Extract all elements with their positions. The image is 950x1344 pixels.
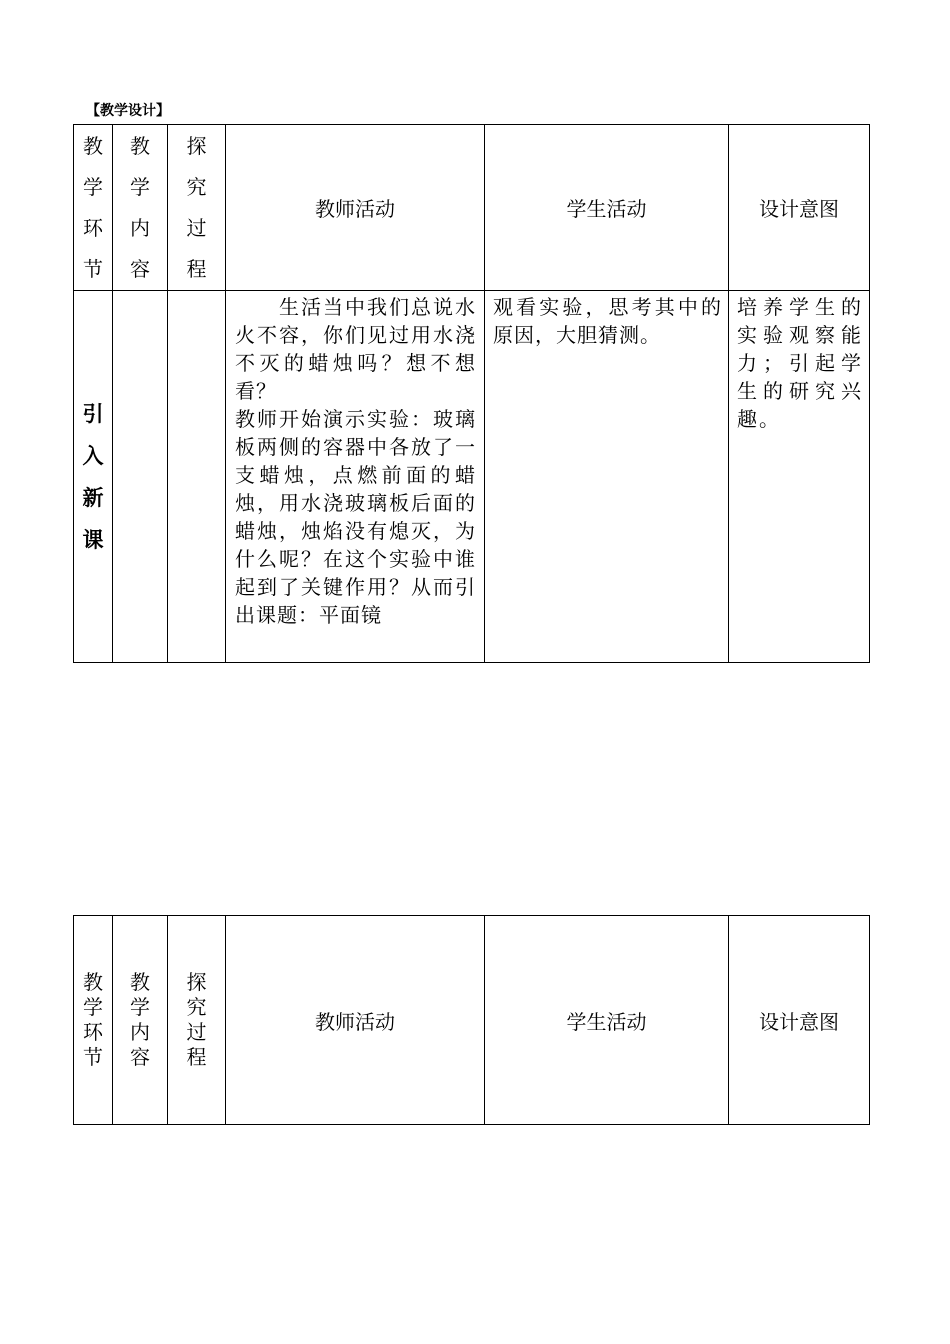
lesson-design-table-continued (73, 915, 870, 1125)
header-cell-teacher (226, 916, 485, 1125)
teacher-activity-cell (226, 291, 485, 663)
section-title: 【教学设计】 (86, 103, 170, 119)
header-cell-content (113, 125, 168, 291)
header-stage: 教学环节 (83, 970, 103, 1069)
header-process: 探究过程 (186, 133, 207, 281)
header-cell-process (168, 125, 226, 291)
header-design-intent: 设计意图 (759, 1009, 839, 1034)
lesson-design-table (73, 124, 870, 663)
header-cell-content (113, 916, 168, 1125)
header-design-intent: 设计意图 (759, 197, 839, 221)
header-cell-stage (74, 125, 113, 291)
header-cell-process (168, 916, 226, 1125)
header-cell-stage (74, 916, 113, 1125)
header-content: 教学内容 (130, 970, 150, 1069)
table-header-row (74, 916, 870, 1125)
header-teacher-activity: 教师活动 (315, 197, 395, 221)
header-content: 教学内容 (130, 133, 150, 281)
content-cell (113, 291, 168, 663)
header-cell-student (485, 916, 729, 1125)
header-process: 探究过程 (186, 970, 207, 1069)
header-cell-teacher (226, 125, 485, 291)
header-cell-intent (729, 916, 870, 1125)
teacher-activity-intro: 生活当中我们总说水火不容，你们见过用水浇不灭的蜡烛吗？想不想看？ (235, 295, 476, 403)
process-cell (168, 291, 226, 663)
table-row (74, 291, 870, 663)
header-student-activity: 学生活动 (566, 1009, 647, 1034)
header-teacher-activity: 教师活动 (315, 1009, 395, 1034)
teacher-activity (226, 293, 484, 629)
header-cell-intent (729, 125, 870, 291)
design-intent-cell (729, 291, 870, 663)
stage-label: 引入新课 (82, 401, 104, 552)
stage-cell (74, 291, 113, 663)
header-cell-student (485, 125, 729, 291)
table-header-row (74, 125, 870, 291)
header-stage: 教学环节 (83, 133, 103, 281)
student-activity-cell (485, 291, 729, 663)
student-activity: 观看实验，思考其中的原因，大胆猜测。 (493, 295, 722, 347)
header-student-activity: 学生活动 (566, 197, 647, 221)
design-intent: 培养学生的实验观察能力；引起学生的研究兴趣。 (737, 295, 863, 431)
teacher-activity-demo: 教师开始演示实验：玻璃板两侧的容器中各放了一支蜡烛，点燃前面的蜡烛，用水浇玻璃板后面的蜡烛，烛焰没有熄灭，为什么呢？在这个实验中谁起到了关键作用？从而引出课题：平面镜 (235, 407, 476, 627)
